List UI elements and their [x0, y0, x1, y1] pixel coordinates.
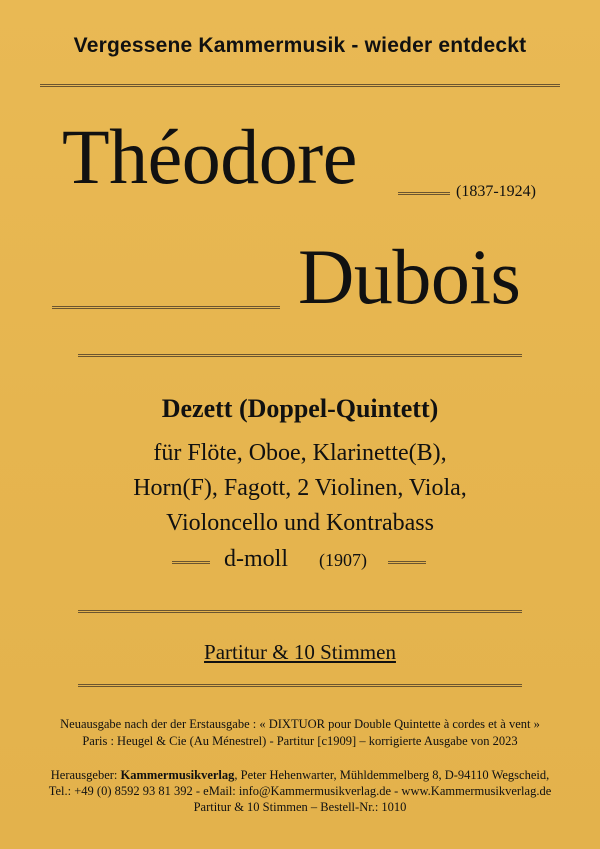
publisher-label: Herausgeber:: [50, 768, 121, 782]
divider-middle: [78, 354, 522, 357]
contact-line: Tel.: +49 (0) 8592 93 81 392 - eMail: info@Kammermusikverlag.de - www.Kammermusikverlag.de: [48, 784, 552, 798]
divider-top: [40, 84, 560, 87]
publisher-line: [0, 768, 600, 783]
divider-name-left: [52, 306, 280, 309]
instrumentation-line-3: Violoncello und Kontrabass: [166, 510, 434, 536]
work-year: (1907): [319, 550, 367, 570]
source-line-2: Paris : Heugel & Cie (Au Ménestrel) - Partitur [c1909] – korrigierte Ausgabe von 2023: [82, 734, 518, 748]
composer-last-name: Dubois: [298, 233, 521, 320]
instrumentation-line-1: für Flöte, Oboe, Klarinette(B),: [153, 440, 447, 466]
work-key: d-moll: [224, 546, 288, 572]
publisher-address: , Peter Hehenwarter, Mühldemmelberg 8, D-94110 Wegscheid,: [234, 768, 550, 782]
publisher-name: Kammermusikverlag: [120, 768, 235, 782]
composer-dates: (1837-1924): [456, 183, 536, 200]
edition-parts: Partitur & 10 Stimmen: [204, 640, 396, 664]
divider-lower: [78, 610, 522, 613]
divider-key-left: [172, 561, 210, 564]
divider-key-right: [388, 561, 426, 564]
divider-name-right: [398, 192, 450, 195]
composer-first-name: Théodore: [62, 113, 357, 200]
instrumentation-line-2: Horn(F), Fagott, 2 Violinen, Viola,: [133, 475, 467, 501]
work-title: Dezett (Doppel-Quintett): [161, 394, 439, 423]
order-line: Partitur & 10 Stimmen – Bestell-Nr.: 1010: [193, 800, 407, 814]
divider-bottom: [78, 684, 522, 687]
source-line-1: Neuausgabe nach der der Erstausgabe : « DIXTUOR pour Double Quintette à cordes et à vent »: [60, 717, 540, 731]
series-title: Vergessene Kammermusik - wieder entdeckt: [73, 34, 527, 57]
